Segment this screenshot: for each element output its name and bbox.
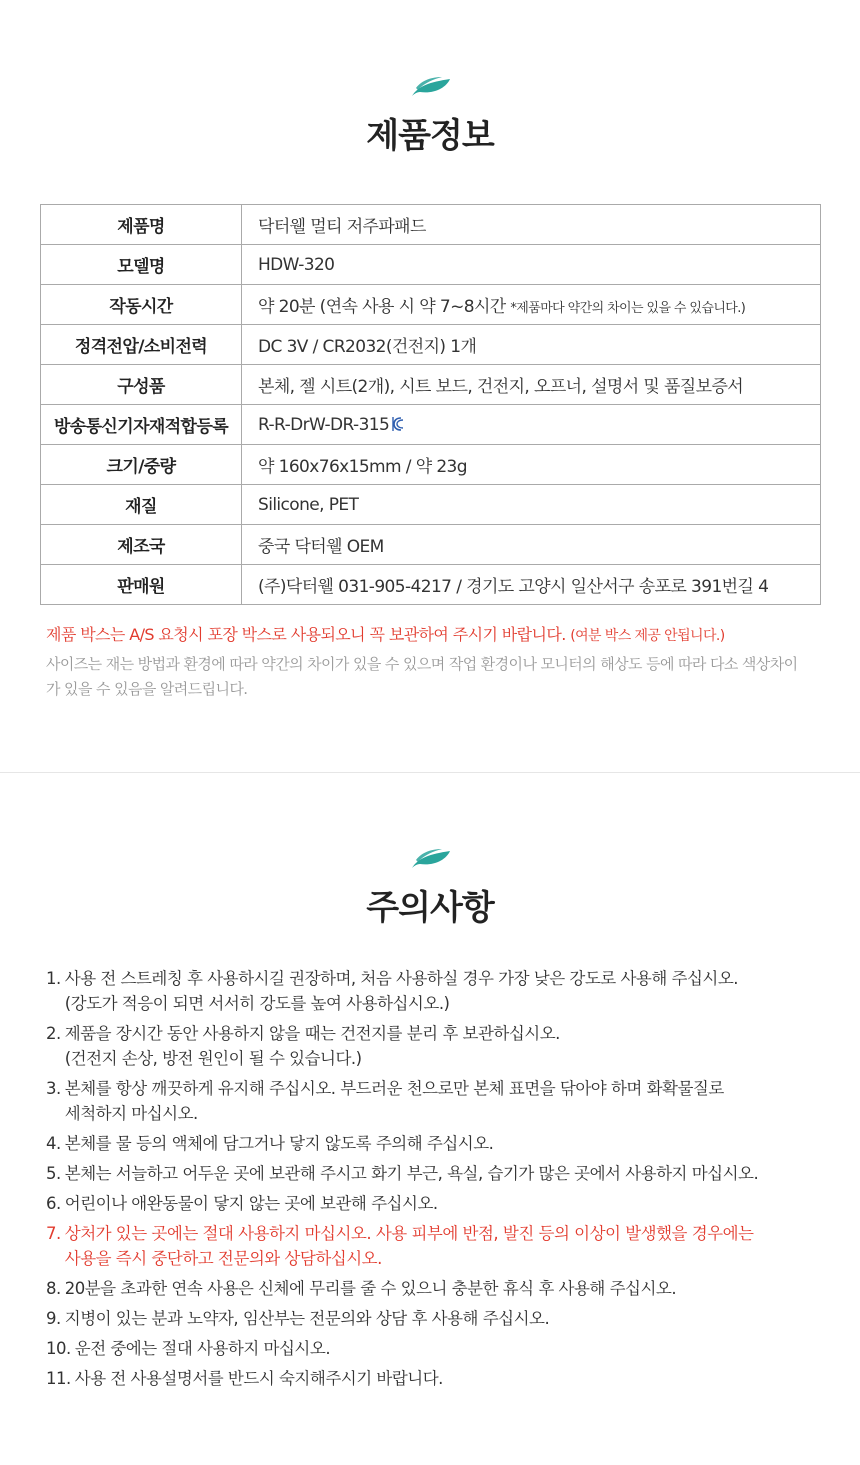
box-notice-text: 제품 박스는 A/S 요청시 포장 박스로 사용되오니 꼭 보관하여 주시기 바랍니다. <box>46 625 566 644</box>
item-number: 5. <box>46 1164 61 1183</box>
item-line: (건전지 손상, 방전 원인이 될 수 있습니다.) <box>64 1049 362 1068</box>
spec-value: Silicone, PET <box>242 485 821 525</box>
list-item <box>46 1191 826 1216</box>
spec-value: R-R-DrW-DR-315 <box>258 414 390 435</box>
caution-list <box>46 966 826 1396</box>
table-row <box>41 565 821 605</box>
item-text: 20분을 초과한 연속 사용은 신체에 무리를 줄 수 있으니 충분한 휴식 후 사용해 주십시오. <box>64 1279 677 1298</box>
table-row <box>41 245 821 285</box>
item-text: 사용 전 사용설명서를 반드시 숙지해주시기 바랍니다. <box>74 1369 443 1388</box>
item-line: 본체를 항상 깨끗하게 유지해 주십시오. 부드러운 천으로만 본체 표면을 닦아야 하며 화확물질로 <box>64 1079 724 1098</box>
list-item <box>46 1366 826 1391</box>
size-notice: 사이즈는 재는 방법과 환경에 따라 약간의 차이가 있을 수 있으며 작업 환경이나 모니터의 해상도 등에 따라 다소 색상차이가 있을 수 있음을 알려드립니다. <box>46 655 798 698</box>
item-number: 11. <box>46 1369 71 1388</box>
table-row <box>41 285 821 325</box>
item-number: 1. <box>46 969 61 988</box>
spec-label: 방송통신기자재적합등록 <box>41 405 242 445</box>
item-line: 세척하지 마십시오. <box>64 1104 198 1123</box>
spec-value-cell <box>242 405 821 445</box>
list-item <box>46 1276 826 1301</box>
spec-label: 판매원 <box>41 565 242 605</box>
spec-value: HDW-320 <box>242 245 821 285</box>
item-text: 운전 중에는 절대 사용하지 마십시오. <box>74 1339 331 1358</box>
item-number: 7. <box>46 1224 61 1243</box>
spec-label: 정격전압/소비전력 <box>41 325 242 365</box>
list-item <box>46 966 826 1016</box>
table-row <box>41 525 821 565</box>
item-text <box>65 1221 826 1271</box>
spec-label: 모델명 <box>41 245 242 285</box>
item-text: 본체는 서늘하고 어두운 곳에 보관해 주시고 화기 부근, 욕실, 습기가 많은 곳에서 사용하지 마십시오. <box>64 1164 759 1183</box>
item-text <box>65 1076 826 1126</box>
item-text: 본체를 물 등의 액체에 담그거나 닿지 않도록 주의해 주십시오. <box>64 1134 494 1153</box>
list-item-warning <box>46 1221 826 1271</box>
list-item <box>46 1336 826 1361</box>
item-line: 제품을 장시간 동안 사용하지 않을 때는 건전지를 분리 후 보관하십시오. <box>64 1024 560 1043</box>
list-item <box>46 1076 826 1126</box>
list-item <box>46 1306 826 1331</box>
spec-value: (주)닥터웰 031-905-4217 / 경기도 고양시 일산서구 송포로 391번길 4 <box>242 565 821 605</box>
cautions-section <box>0 773 860 1465</box>
section-title: 주의사항 <box>366 888 494 928</box>
list-item <box>46 1021 826 1071</box>
spec-label: 구성품 <box>41 365 242 405</box>
item-number: 4. <box>46 1134 61 1153</box>
item-number: 3. <box>46 1079 61 1098</box>
spec-value: 약 20분 (연속 사용 시 약 7~8시간 <box>258 297 506 317</box>
spec-value-cell <box>242 285 821 325</box>
spec-label: 재질 <box>41 485 242 525</box>
spec-value: 본체, 젤 시트(2개), 시트 보드, 건전지, 오프너, 설명서 및 품질보증서 <box>242 365 821 405</box>
item-line: (강도가 적응이 되면 서서히 강도를 높여 사용하십시오.) <box>64 994 450 1013</box>
item-number: 10. <box>46 1339 71 1358</box>
table-row <box>41 485 821 525</box>
leaf-icon <box>410 76 452 98</box>
item-text <box>65 1021 826 1071</box>
item-line: 상처가 있는 곳에는 절대 사용하지 마십시오. 사용 피부에 반점, 발진 등의 이상이 발생했을 경우에는 <box>64 1224 754 1243</box>
table-row <box>41 405 821 445</box>
spec-label: 제조국 <box>41 525 242 565</box>
spec-label: 크기/중량 <box>41 445 242 485</box>
item-text: 어린이나 애완동물이 닿지 않는 곳에 보관해 주십시오. <box>64 1194 438 1213</box>
item-text: 지병이 있는 분과 노약자, 임산부는 전문의와 상담 후 사용해 주십시오. <box>64 1309 550 1328</box>
table-row <box>41 365 821 405</box>
item-number: 8. <box>46 1279 61 1298</box>
item-number: 9. <box>46 1309 61 1328</box>
box-notice <box>46 622 836 645</box>
spec-value: DC 3V / CR2032(건전지) 1개 <box>242 325 821 365</box>
spec-label: 작동시간 <box>41 285 242 325</box>
spec-label: 제품명 <box>41 205 242 245</box>
spec-value: 약 160x76x15mm / 약 23g <box>242 445 821 485</box>
spec-value: 닥터웰 멀티 저주파패드 <box>242 205 821 245</box>
table-row <box>41 205 821 245</box>
table-row <box>41 445 821 485</box>
table-row <box>41 325 821 365</box>
kc-certification-icon <box>392 416 405 432</box>
spec-value: 중국 닥터웰 OEM <box>242 525 821 565</box>
spec-note: *제품마다 약간의 차이는 있을 수 있습니다.) <box>510 301 746 316</box>
item-line: 사용 전 스트레칭 후 사용하시길 권장하며, 처음 사용하실 경우 가장 낮은 강도로 사용해 주십시오. <box>64 969 739 988</box>
item-line: 사용을 즉시 중단하고 전문의와 상담하십시오. <box>64 1249 382 1268</box>
product-spec-table <box>40 204 821 605</box>
item-text <box>65 966 826 1016</box>
item-number: 6. <box>46 1194 61 1213</box>
section-title: 제품정보 <box>366 116 494 156</box>
box-notice-paren: (여분 박스 제공 안됩니다.) <box>570 628 725 644</box>
item-number: 2. <box>46 1024 61 1043</box>
leaf-icon <box>410 848 452 870</box>
list-item <box>46 1161 826 1186</box>
list-item <box>46 1131 826 1156</box>
